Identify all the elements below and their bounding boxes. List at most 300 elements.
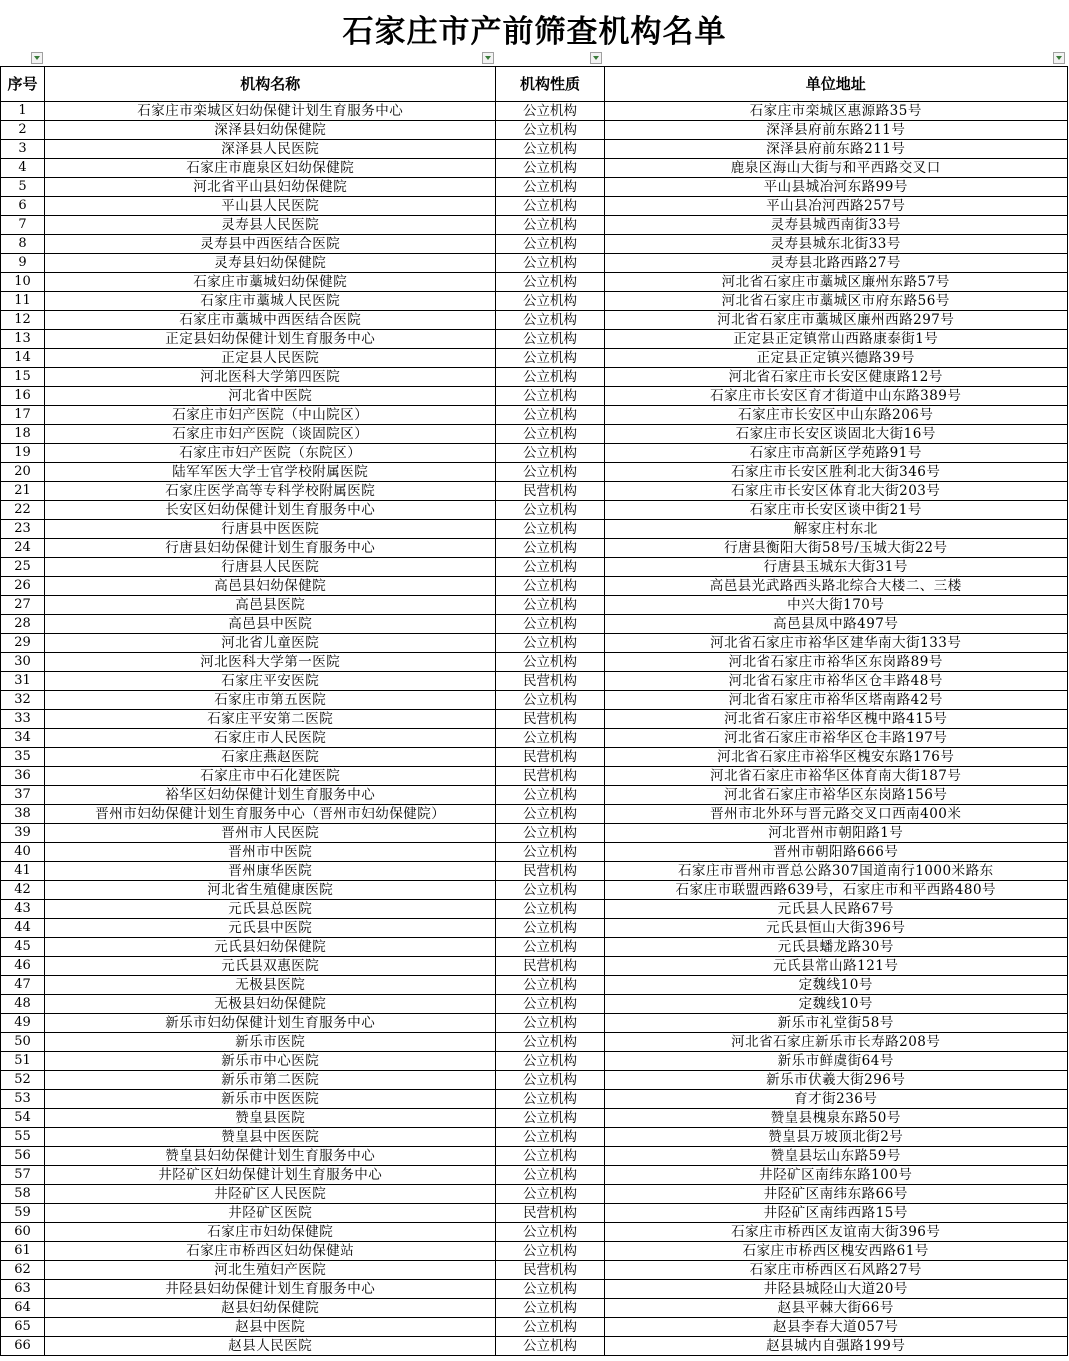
table-row — [1, 197, 1068, 216]
cell-address[interactable]: 石家庄市长安区体育北大街203号 — [604, 482, 1067, 501]
cell-type[interactable]: 公立机构 — [496, 1223, 604, 1242]
cell-name[interactable]: 灵寿县人民医院 — [45, 216, 496, 235]
cell-type[interactable]: 公立机构 — [496, 406, 604, 425]
cell-address[interactable]: 平山县冶河西路257号 — [604, 197, 1067, 216]
cell-name[interactable]: 深泽县人民医院 — [45, 140, 496, 159]
cell-type[interactable]: 公立机构 — [496, 938, 604, 957]
cell-index[interactable]: 53 — [1, 1090, 45, 1109]
column-header-index[interactable]: 序号 — [1, 67, 45, 102]
cell-name[interactable]: 行唐县人民医院 — [45, 558, 496, 577]
cell-address[interactable]: 元氏县蟠龙路30号 — [604, 938, 1067, 957]
cell-address[interactable]: 河北省石家庄市裕华区塔南路42号 — [604, 691, 1067, 710]
cell-name[interactable]: 石家庄市中石化建医院 — [45, 767, 496, 786]
cell-index[interactable]: 16 — [1, 387, 45, 406]
cell-type[interactable]: 民营机构 — [496, 862, 604, 881]
cell-address[interactable]: 晋州市北外环与晋元路交叉口西南400米 — [604, 805, 1067, 824]
cell-name[interactable]: 井陉矿区医院 — [45, 1204, 496, 1223]
cell-name[interactable]: 井陉矿区人民医院 — [45, 1185, 496, 1204]
cell-index[interactable]: 48 — [1, 995, 45, 1014]
column-header-name[interactable]: 机构名称 — [45, 67, 496, 102]
cell-index[interactable]: 9 — [1, 254, 45, 273]
cell-type[interactable]: 公立机构 — [496, 900, 604, 919]
cell-index[interactable]: 5 — [1, 178, 45, 197]
cell-address[interactable]: 河北晋州市朝阳路1号 — [604, 824, 1067, 843]
cell-type[interactable]: 公立机构 — [496, 919, 604, 938]
cell-name[interactable]: 新乐市妇幼保健计划生育服务中心 — [45, 1014, 496, 1033]
cell-index[interactable]: 21 — [1, 482, 45, 501]
table-row — [1, 1337, 1068, 1356]
cell-type[interactable]: 公立机构 — [496, 615, 604, 634]
header-row — [1, 67, 1068, 102]
cell-index[interactable]: 17 — [1, 406, 45, 425]
cell-name[interactable]: 正定县妇幼保健计划生育服务中心 — [45, 330, 496, 349]
table-row — [1, 1223, 1068, 1242]
cell-type[interactable]: 公立机构 — [496, 653, 604, 672]
cell-address[interactable]: 河北省石家庄市裕华区体育南大街187号 — [604, 767, 1067, 786]
cell-address[interactable]: 行唐县玉城东大街31号 — [604, 558, 1067, 577]
cell-address[interactable]: 元氏县常山路121号 — [604, 957, 1067, 976]
cell-type[interactable]: 公立机构 — [496, 368, 604, 387]
cell-name[interactable]: 石家庄医学高等专科学校附属医院 — [45, 482, 496, 501]
table-row — [1, 634, 1068, 653]
cell-name[interactable]: 灵寿县妇幼保健院 — [45, 254, 496, 273]
cell-index[interactable]: 58 — [1, 1185, 45, 1204]
cell-address[interactable]: 河北省石家庄市裕华区槐安东路176号 — [604, 748, 1067, 767]
cell-address[interactable]: 河北省石家庄新乐市长寿路208号 — [604, 1033, 1067, 1052]
cell-index[interactable]: 25 — [1, 558, 45, 577]
cell-index[interactable]: 22 — [1, 501, 45, 520]
cell-name[interactable]: 赵县妇幼保健院 — [45, 1299, 496, 1318]
cell-address[interactable]: 解家庄村东北 — [604, 520, 1067, 539]
filter-dropdown-icon[interactable] — [1053, 52, 1065, 64]
cell-type[interactable]: 公立机构 — [496, 235, 604, 254]
cell-address[interactable]: 灵寿县城西南街33号 — [604, 216, 1067, 235]
cell-index[interactable]: 41 — [1, 862, 45, 881]
cell-index[interactable]: 64 — [1, 1299, 45, 1318]
cell-address[interactable]: 深泽县府前东路211号 — [604, 121, 1067, 140]
cell-index[interactable]: 44 — [1, 919, 45, 938]
cell-name[interactable]: 新乐市中医医院 — [45, 1090, 496, 1109]
cell-name[interactable]: 灵寿县中西医结合医院 — [45, 235, 496, 254]
table-row — [1, 482, 1068, 501]
cell-type[interactable]: 公立机构 — [496, 976, 604, 995]
cell-index[interactable]: 36 — [1, 767, 45, 786]
cell-address[interactable]: 正定县正定镇常山西路康泰街1号 — [604, 330, 1067, 349]
cell-address[interactable]: 赞皇县槐泉东路50号 — [604, 1109, 1067, 1128]
cell-index[interactable]: 60 — [1, 1223, 45, 1242]
cell-name[interactable]: 晋州市妇幼保健计划生育服务中心（晋州市妇幼保健院） — [45, 805, 496, 824]
filter-dropdown-icon[interactable] — [31, 52, 43, 64]
cell-index[interactable]: 45 — [1, 938, 45, 957]
cell-name[interactable]: 石家庄市第五医院 — [45, 691, 496, 710]
cell-type[interactable]: 公立机构 — [496, 1185, 604, 1204]
cell-type[interactable]: 公立机构 — [496, 786, 604, 805]
cell-index[interactable]: 28 — [1, 615, 45, 634]
cell-address[interactable]: 赵县李春大道057号 — [604, 1318, 1067, 1337]
cell-type[interactable]: 民营机构 — [496, 1204, 604, 1223]
cell-type[interactable]: 公立机构 — [496, 121, 604, 140]
cell-type[interactable]: 公立机构 — [496, 1052, 604, 1071]
cell-name[interactable]: 无极县医院 — [45, 976, 496, 995]
cell-index[interactable]: 6 — [1, 197, 45, 216]
cell-address[interactable]: 赞皇县坛山东路59号 — [604, 1147, 1067, 1166]
cell-address[interactable]: 石家庄市长安区育才街道中山东路389号 — [604, 387, 1067, 406]
cell-name[interactable]: 石家庄燕赵医院 — [45, 748, 496, 767]
cell-index[interactable]: 34 — [1, 729, 45, 748]
cell-index[interactable]: 24 — [1, 539, 45, 558]
cell-address[interactable]: 晋州市朝阳路666号 — [604, 843, 1067, 862]
cell-type[interactable]: 民营机构 — [496, 957, 604, 976]
cell-address[interactable]: 新乐市鲜虞街64号 — [604, 1052, 1067, 1071]
cell-name[interactable]: 高邑县医院 — [45, 596, 496, 615]
cell-type[interactable]: 公立机构 — [496, 539, 604, 558]
cell-index[interactable]: 8 — [1, 235, 45, 254]
cell-name[interactable]: 石家庄市藁城妇幼保健院 — [45, 273, 496, 292]
cell-address[interactable]: 石家庄市长安区谈固北大街16号 — [604, 425, 1067, 444]
cell-index[interactable]: 39 — [1, 824, 45, 843]
cell-type[interactable]: 公立机构 — [496, 216, 604, 235]
cell-name[interactable]: 长安区妇幼保健计划生育服务中心 — [45, 501, 496, 520]
cell-index[interactable]: 57 — [1, 1166, 45, 1185]
cell-name[interactable]: 河北省儿童医院 — [45, 634, 496, 653]
cell-index[interactable]: 14 — [1, 349, 45, 368]
cell-name[interactable]: 新乐市医院 — [45, 1033, 496, 1052]
table-row — [1, 539, 1068, 558]
cell-address[interactable]: 新乐市伏羲大街296号 — [604, 1071, 1067, 1090]
cell-type[interactable]: 公立机构 — [496, 520, 604, 539]
cell-name[interactable]: 石家庄市藁城中西医结合医院 — [45, 311, 496, 330]
cell-address[interactable]: 井陉矿区南纬东路100号 — [604, 1166, 1067, 1185]
cell-name[interactable]: 晋州市人民医院 — [45, 824, 496, 843]
cell-type[interactable]: 公立机构 — [496, 691, 604, 710]
cell-address[interactable]: 河北省石家庄市裕华区东岗路89号 — [604, 653, 1067, 672]
cell-index[interactable]: 1 — [1, 102, 45, 121]
cell-name[interactable]: 元氏县总医院 — [45, 900, 496, 919]
cell-name[interactable]: 无极县妇幼保健院 — [45, 995, 496, 1014]
cell-name[interactable]: 陆军军医大学士官学校附属医院 — [45, 463, 496, 482]
cell-type[interactable]: 公立机构 — [496, 330, 604, 349]
cell-type[interactable]: 公立机构 — [496, 1128, 604, 1147]
table-row — [1, 273, 1068, 292]
cell-type[interactable]: 公立机构 — [496, 159, 604, 178]
cell-index[interactable]: 50 — [1, 1033, 45, 1052]
cell-address[interactable]: 灵寿县城东北街33号 — [604, 235, 1067, 254]
cell-index[interactable]: 55 — [1, 1128, 45, 1147]
table-row — [1, 1090, 1068, 1109]
cell-type[interactable]: 公立机构 — [496, 425, 604, 444]
cell-name[interactable]: 河北医科大学第一医院 — [45, 653, 496, 672]
cell-address[interactable]: 高邑县凤中路497号 — [604, 615, 1067, 634]
table-row — [1, 216, 1068, 235]
cell-name[interactable]: 河北省生殖健康医院 — [45, 881, 496, 900]
cell-name[interactable]: 石家庄市藁城人民医院 — [45, 292, 496, 311]
cell-address[interactable]: 河北省石家庄市藁城区廉州东路57号 — [604, 273, 1067, 292]
cell-index[interactable]: 62 — [1, 1261, 45, 1280]
cell-index[interactable]: 66 — [1, 1337, 45, 1356]
cell-type[interactable]: 公立机构 — [496, 1299, 604, 1318]
cell-type[interactable]: 公立机构 — [496, 254, 604, 273]
table-row — [1, 805, 1068, 824]
cell-name[interactable]: 高邑县妇幼保健院 — [45, 577, 496, 596]
cell-type[interactable]: 公立机构 — [496, 273, 604, 292]
table-row — [1, 1014, 1068, 1033]
cell-type[interactable]: 公立机构 — [496, 558, 604, 577]
cell-name[interactable]: 赞皇县中医医院 — [45, 1128, 496, 1147]
cell-type[interactable]: 民营机构 — [496, 482, 604, 501]
cell-index[interactable]: 65 — [1, 1318, 45, 1337]
cell-name[interactable]: 行唐县中医医院 — [45, 520, 496, 539]
cell-index[interactable]: 38 — [1, 805, 45, 824]
cell-index[interactable]: 12 — [1, 311, 45, 330]
cell-index[interactable]: 18 — [1, 425, 45, 444]
cell-name[interactable]: 石家庄平安医院 — [45, 672, 496, 691]
cell-index[interactable]: 19 — [1, 444, 45, 463]
cell-type[interactable]: 公立机构 — [496, 995, 604, 1014]
cell-type[interactable]: 公立机构 — [496, 1033, 604, 1052]
cell-address[interactable]: 定魏线10号 — [604, 976, 1067, 995]
table-row — [1, 558, 1068, 577]
cell-name[interactable]: 平山县人民医院 — [45, 197, 496, 216]
cell-address[interactable]: 元氏县人民路67号 — [604, 900, 1067, 919]
cell-index[interactable]: 49 — [1, 1014, 45, 1033]
cell-name[interactable]: 石家庄市妇幼保健院 — [45, 1223, 496, 1242]
cell-type[interactable]: 民营机构 — [496, 710, 604, 729]
cell-index[interactable]: 20 — [1, 463, 45, 482]
cell-index[interactable]: 15 — [1, 368, 45, 387]
cell-address[interactable]: 平山县城冶河东路99号 — [604, 178, 1067, 197]
cell-type[interactable]: 公立机构 — [496, 1337, 604, 1356]
cell-type[interactable]: 公立机构 — [496, 1071, 604, 1090]
cell-name[interactable]: 石家庄市栾城区妇幼保健计划生育服务中心 — [45, 102, 496, 121]
cell-type[interactable]: 公立机构 — [496, 634, 604, 653]
cell-address[interactable]: 石家庄市联盟西路639号，石家庄市和平西路480号 — [604, 881, 1067, 900]
cell-name[interactable]: 元氏县妇幼保健院 — [45, 938, 496, 957]
cell-type[interactable]: 公立机构 — [496, 1242, 604, 1261]
cell-type[interactable]: 公立机构 — [496, 1090, 604, 1109]
cell-index[interactable]: 40 — [1, 843, 45, 862]
cell-name[interactable]: 石家庄市妇产医院（东院区） — [45, 444, 496, 463]
table-row — [1, 1128, 1068, 1147]
table-row — [1, 824, 1068, 843]
cell-index[interactable]: 2 — [1, 121, 45, 140]
cell-type[interactable]: 公立机构 — [496, 311, 604, 330]
cell-address[interactable]: 井陉矿区南纬西路15号 — [604, 1204, 1067, 1223]
cell-type[interactable]: 公立机构 — [496, 501, 604, 520]
cell-address[interactable]: 石家庄市桥西区友谊南大街396号 — [604, 1223, 1067, 1242]
cell-name[interactable]: 晋州康华医院 — [45, 862, 496, 881]
table-row — [1, 1318, 1068, 1337]
cell-name[interactable]: 石家庄市妇产医院（中山院区） — [45, 406, 496, 425]
cell-address[interactable]: 石家庄市长安区胜利北大街346号 — [604, 463, 1067, 482]
cell-type[interactable]: 公立机构 — [496, 1318, 604, 1337]
cell-address[interactable]: 石家庄市桥西区槐安西路61号 — [604, 1242, 1067, 1261]
cell-index[interactable]: 4 — [1, 159, 45, 178]
cell-name[interactable]: 赵县中医院 — [45, 1318, 496, 1337]
cell-address[interactable]: 赵县城内自强路199号 — [604, 1337, 1067, 1356]
cell-index[interactable]: 13 — [1, 330, 45, 349]
cell-type[interactable]: 公立机构 — [496, 292, 604, 311]
cell-index[interactable]: 27 — [1, 596, 45, 615]
cell-index[interactable]: 46 — [1, 957, 45, 976]
cell-type[interactable]: 民营机构 — [496, 748, 604, 767]
cell-address[interactable]: 石家庄市晋州市晋总公路307国道南行1000米路东 — [604, 862, 1067, 881]
cell-index[interactable]: 10 — [1, 273, 45, 292]
cell-address[interactable]: 河北省石家庄市藁城区市府东路56号 — [604, 292, 1067, 311]
cell-index[interactable]: 37 — [1, 786, 45, 805]
cell-address[interactable]: 正定县正定镇兴德路39号 — [604, 349, 1067, 368]
cell-index[interactable]: 42 — [1, 881, 45, 900]
table-row — [1, 615, 1068, 634]
table-row — [1, 368, 1068, 387]
cell-address[interactable]: 河北省石家庄市裕华区槐中路415号 — [604, 710, 1067, 729]
cell-type[interactable]: 公立机构 — [496, 1166, 604, 1185]
cell-type[interactable]: 公立机构 — [496, 444, 604, 463]
cell-index[interactable]: 3 — [1, 140, 45, 159]
table-row — [1, 406, 1068, 425]
cell-type[interactable]: 公立机构 — [496, 843, 604, 862]
cell-index[interactable]: 59 — [1, 1204, 45, 1223]
cell-index[interactable]: 29 — [1, 634, 45, 653]
cell-name[interactable]: 河北医科大学第四医院 — [45, 368, 496, 387]
cell-index[interactable]: 56 — [1, 1147, 45, 1166]
cell-type[interactable]: 公立机构 — [496, 1147, 604, 1166]
cell-index[interactable]: 32 — [1, 691, 45, 710]
cell-type[interactable]: 民营机构 — [496, 1261, 604, 1280]
cell-type[interactable]: 公立机构 — [496, 349, 604, 368]
cell-index[interactable]: 51 — [1, 1052, 45, 1071]
cell-address[interactable]: 井陉矿区南纬东路66号 — [604, 1185, 1067, 1204]
cell-address[interactable]: 石家庄市高新区学苑路91号 — [604, 444, 1067, 463]
institution-table — [0, 66, 1068, 1356]
cell-name[interactable]: 井陉矿区妇幼保健计划生育服务中心 — [45, 1166, 496, 1185]
cell-name[interactable]: 赞皇县医院 — [45, 1109, 496, 1128]
cell-address[interactable]: 河北省石家庄市裕华区仓丰路48号 — [604, 672, 1067, 691]
filter-dropdown-icon[interactable] — [482, 52, 494, 64]
table-row — [1, 330, 1068, 349]
cell-address[interactable]: 河北省石家庄市裕华区仓丰路197号 — [604, 729, 1067, 748]
cell-address[interactable]: 井陉县城陉山大道20号 — [604, 1280, 1067, 1299]
filter-row — [0, 50, 1069, 66]
cell-type[interactable]: 公立机构 — [496, 140, 604, 159]
cell-type[interactable]: 公立机构 — [496, 387, 604, 406]
cell-address[interactable]: 石家庄市栾城区惠源路35号 — [604, 102, 1067, 121]
cell-name[interactable]: 石家庄市桥西区妇幼保健站 — [45, 1242, 496, 1261]
cell-index[interactable]: 30 — [1, 653, 45, 672]
cell-index[interactable]: 33 — [1, 710, 45, 729]
cell-name[interactable]: 河北生殖妇产医院 — [45, 1261, 496, 1280]
cell-index[interactable]: 47 — [1, 976, 45, 995]
table-row — [1, 1280, 1068, 1299]
cell-name[interactable]: 石家庄平安第二医院 — [45, 710, 496, 729]
cell-name[interactable]: 晋州市中医院 — [45, 843, 496, 862]
cell-address[interactable]: 灵寿县北路西路27号 — [604, 254, 1067, 273]
cell-address[interactable]: 新乐市礼堂街58号 — [604, 1014, 1067, 1033]
cell-index[interactable]: 43 — [1, 900, 45, 919]
cell-index[interactable]: 52 — [1, 1071, 45, 1090]
cell-address[interactable]: 定魏线10号 — [604, 995, 1067, 1014]
cell-name[interactable]: 新乐市中心医院 — [45, 1052, 496, 1071]
cell-type[interactable]: 公立机构 — [496, 1280, 604, 1299]
cell-index[interactable]: 26 — [1, 577, 45, 596]
cell-address[interactable]: 赵县平棘大街66号 — [604, 1299, 1067, 1318]
cell-type[interactable]: 公立机构 — [496, 178, 604, 197]
cell-address[interactable]: 石家庄市长安区谈中街21号 — [604, 501, 1067, 520]
filter-dropdown-icon[interactable] — [590, 52, 602, 64]
cell-name[interactable]: 高邑县中医院 — [45, 615, 496, 634]
table-row — [1, 387, 1068, 406]
cell-address[interactable]: 河北省石家庄市裕华区东岗路156号 — [604, 786, 1067, 805]
cell-index[interactable]: 63 — [1, 1280, 45, 1299]
cell-type[interactable]: 公立机构 — [496, 1109, 604, 1128]
cell-name[interactable]: 河北省中医院 — [45, 387, 496, 406]
cell-type[interactable]: 公立机构 — [496, 463, 604, 482]
cell-address[interactable]: 河北省石家庄市藁城区廉州西路297号 — [604, 311, 1067, 330]
cell-type[interactable]: 公立机构 — [496, 197, 604, 216]
cell-type[interactable]: 公立机构 — [496, 596, 604, 615]
cell-address[interactable]: 中兴大街170号 — [604, 596, 1067, 615]
cell-address[interactable]: 行唐县衡阳大街58号/玉城大街22号 — [604, 539, 1067, 558]
cell-type[interactable]: 公立机构 — [496, 729, 604, 748]
cell-name[interactable]: 石家庄市鹿泉区妇幼保健院 — [45, 159, 496, 178]
cell-address[interactable]: 河北省石家庄市长安区健康路12号 — [604, 368, 1067, 387]
cell-type[interactable]: 公立机构 — [496, 881, 604, 900]
cell-address[interactable]: 鹿泉区海山大街与和平西路交叉口 — [604, 159, 1067, 178]
cell-index[interactable]: 7 — [1, 216, 45, 235]
cell-address[interactable]: 元氏县恒山大街396号 — [604, 919, 1067, 938]
table-row — [1, 1109, 1068, 1128]
cell-name[interactable]: 元氏县双惠医院 — [45, 957, 496, 976]
table-row — [1, 1071, 1068, 1090]
cell-name[interactable]: 新乐市第二医院 — [45, 1071, 496, 1090]
cell-index[interactable]: 11 — [1, 292, 45, 311]
cell-name[interactable]: 深泽县妇幼保健院 — [45, 121, 496, 140]
cell-type[interactable]: 公立机构 — [496, 102, 604, 121]
column-header-address[interactable]: 单位地址 — [604, 67, 1067, 102]
cell-name[interactable]: 河北省平山县妇幼保健院 — [45, 178, 496, 197]
cell-address[interactable]: 石家庄市桥西区石风路27号 — [604, 1261, 1067, 1280]
cell-name[interactable]: 赵县人民医院 — [45, 1337, 496, 1356]
cell-address[interactable]: 赞皇县万坡顶北街2号 — [604, 1128, 1067, 1147]
cell-index[interactable]: 61 — [1, 1242, 45, 1261]
cell-name[interactable]: 行唐县妇幼保健计划生育服务中心 — [45, 539, 496, 558]
cell-name[interactable]: 元氏县中医院 — [45, 919, 496, 938]
cell-index[interactable]: 54 — [1, 1109, 45, 1128]
table-row — [1, 881, 1068, 900]
cell-type[interactable]: 民营机构 — [496, 672, 604, 691]
cell-index[interactable]: 31 — [1, 672, 45, 691]
cell-type[interactable]: 公立机构 — [496, 805, 604, 824]
cell-index[interactable]: 35 — [1, 748, 45, 767]
column-header-type[interactable]: 机构性质 — [496, 67, 604, 102]
cell-address[interactable]: 高邑县光武路西头路北综合大楼二、三楼 — [604, 577, 1067, 596]
cell-type[interactable]: 民营机构 — [496, 767, 604, 786]
cell-name[interactable]: 石家庄市妇产医院（谈固院区） — [45, 425, 496, 444]
cell-address[interactable]: 河北省石家庄市裕华区建华南大街133号 — [604, 634, 1067, 653]
cell-address[interactable]: 育才街236号 — [604, 1090, 1067, 1109]
cell-index[interactable]: 23 — [1, 520, 45, 539]
cell-name[interactable]: 石家庄市人民医院 — [45, 729, 496, 748]
cell-name[interactable]: 井陉县妇幼保健计划生育服务中心 — [45, 1280, 496, 1299]
cell-address[interactable]: 石家庄市长安区中山东路206号 — [604, 406, 1067, 425]
cell-type[interactable]: 公立机构 — [496, 1014, 604, 1033]
cell-address[interactable]: 深泽县府前东路211号 — [604, 140, 1067, 159]
cell-name[interactable]: 正定县人民医院 — [45, 349, 496, 368]
cell-type[interactable]: 公立机构 — [496, 824, 604, 843]
cell-type[interactable]: 公立机构 — [496, 577, 604, 596]
cell-name[interactable]: 裕华区妇幼保健计划生育服务中心 — [45, 786, 496, 805]
table-row — [1, 444, 1068, 463]
cell-name[interactable]: 赞皇县妇幼保健计划生育服务中心 — [45, 1147, 496, 1166]
